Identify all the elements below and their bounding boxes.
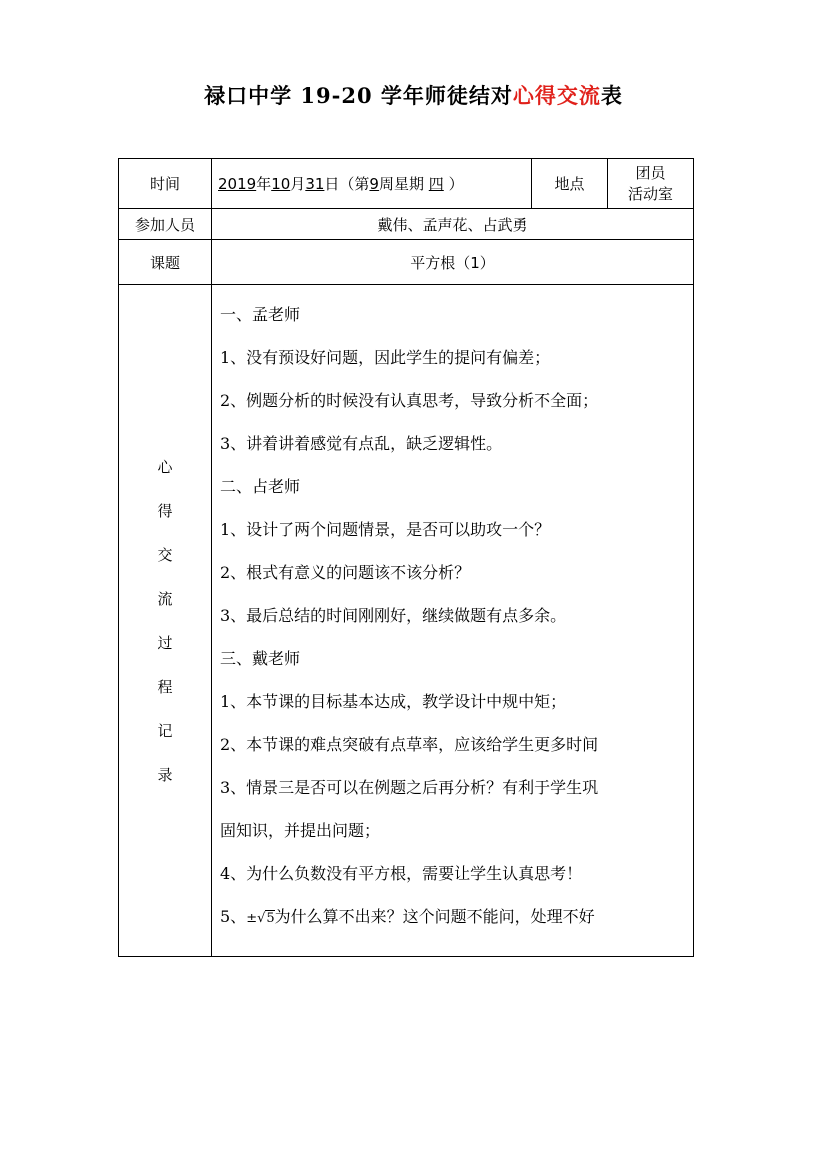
title-suffix: 表 xyxy=(600,83,623,108)
topic-value: 平方根（1） xyxy=(212,240,694,285)
last-line-prefix: 5、 xyxy=(220,907,247,926)
record-line: 三、戴老师 xyxy=(220,649,301,668)
time-close: ） xyxy=(448,175,464,193)
place-line-1: 团员 xyxy=(635,163,666,182)
record-label-char: 流 xyxy=(157,589,173,608)
participants-label: 参加人员 xyxy=(119,209,212,240)
record-label xyxy=(119,285,212,957)
month-unit: 月 xyxy=(290,175,306,193)
record-line: 一、孟老师 xyxy=(220,305,301,324)
time-label: 时间 xyxy=(119,159,212,209)
record-line: 3、最后总结的时间刚刚好，继续做题有点多余。 xyxy=(220,606,567,625)
participants-row xyxy=(119,209,694,240)
record-label-char: 得 xyxy=(157,501,173,520)
participants-value: 戴伟、孟声花、占武勇 xyxy=(212,209,694,240)
exchange-form-table xyxy=(118,158,694,957)
record-line: 4、为什么负数没有平方根，需要让学生认真思考！ xyxy=(220,864,583,883)
record-line: 2、本节课的难点突破有点草率，应该给学生更多时间 xyxy=(220,735,599,754)
record-line: 1、没有预设好问题，因此学生的提问有偏差； xyxy=(220,348,551,367)
year-value: 2019 xyxy=(218,175,257,193)
record-line: 2、根式有意义的问题该不该分析？ xyxy=(220,563,471,582)
title-prefix: 禄口中学 19-20 学年师徒结对 xyxy=(204,83,513,108)
record-label-char: 过 xyxy=(157,633,173,652)
record-line: 1、设计了两个问题情景，是否可以助攻一个？ xyxy=(220,520,551,539)
topic-row xyxy=(119,240,694,285)
record-content xyxy=(212,285,694,957)
record-line: 3、情景三是否可以在例题之后再分析？有利于学生巩 xyxy=(220,778,599,797)
place-label: 地点 xyxy=(532,159,608,209)
time-value xyxy=(212,159,532,209)
record-label-char: 交 xyxy=(157,545,173,564)
year-unit: 年 xyxy=(256,175,272,193)
record-label-char: 程 xyxy=(157,677,173,696)
plus-minus-sqrt5 xyxy=(246,910,274,926)
record-label-char: 录 xyxy=(157,765,173,784)
record-line: 1、本节课的目标基本达成，教学设计中规中矩； xyxy=(220,692,567,711)
record-line: 二、占老师 xyxy=(220,477,301,496)
weekday-value: 四 xyxy=(428,175,444,193)
title-highlight: 心得交流 xyxy=(512,83,601,108)
month-value: 10 xyxy=(271,175,291,193)
day-value: 31 xyxy=(305,175,325,193)
time-row xyxy=(119,159,694,209)
record-line: 3、讲着讲着感觉有点乱，缺乏逻辑性。 xyxy=(220,434,503,453)
radical-sign: √ xyxy=(257,911,266,926)
record-label-chars xyxy=(119,445,211,797)
record-label-char: 记 xyxy=(157,721,173,740)
week-value: 9 xyxy=(369,175,379,193)
record-line: 2、例题分析的时候没有认真思考，导致分析不全面； xyxy=(220,391,599,410)
record-row xyxy=(119,285,694,957)
radicand: 5 xyxy=(266,911,275,926)
day-unit: 日（第 xyxy=(324,175,370,193)
place-line-2: 活动室 xyxy=(627,184,673,203)
last-line-text: 为什么算不出来？这个问题不能问，处理不好 xyxy=(274,907,595,926)
record-line-last xyxy=(220,895,689,938)
record-lines xyxy=(220,293,689,895)
document-title xyxy=(0,80,827,110)
topic-label: 课题 xyxy=(119,240,212,285)
plus-minus-sign: ± xyxy=(246,911,258,926)
place-value xyxy=(608,159,694,209)
record-label-char: 心 xyxy=(157,457,173,476)
record-line: 固知识，并提出问题； xyxy=(220,821,381,840)
week-unit: 周星期 xyxy=(378,175,424,193)
